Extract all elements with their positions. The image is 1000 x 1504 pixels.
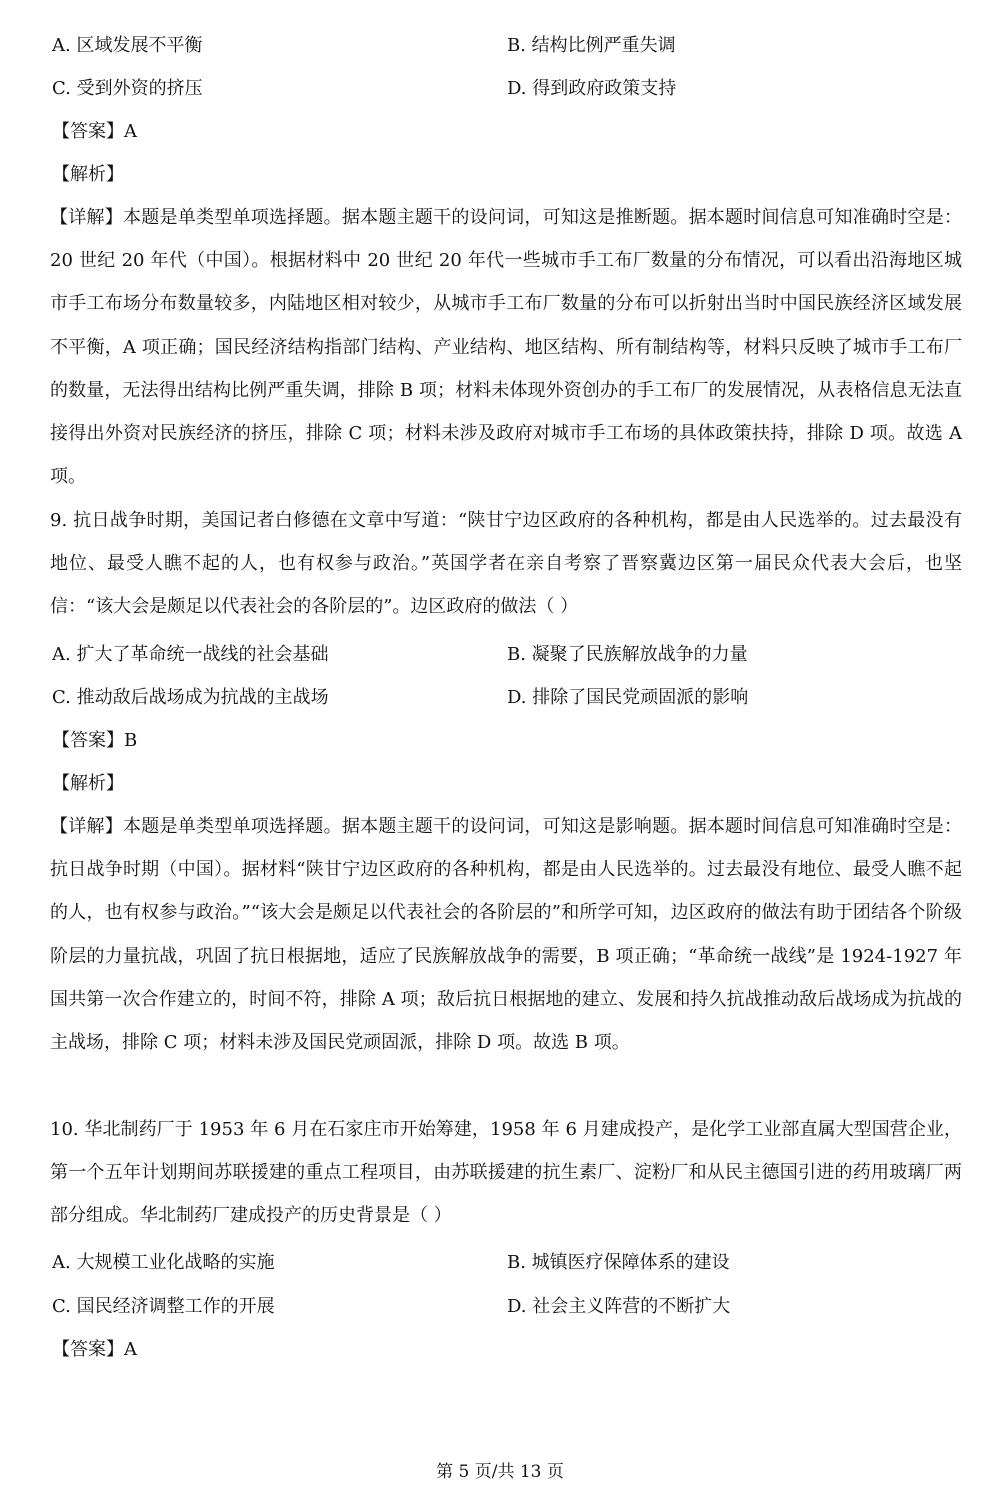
q10-answer: 【答案】A	[52, 1339, 137, 1360]
q10-option-d: D. 社会主义阵营的不断扩大	[507, 1296, 731, 1317]
q8-option-c: C. 受到外资的挤压	[52, 78, 203, 99]
q9-options-row-1	[0, 640, 1000, 670]
q9-stem: 9. 抗日战争时期，美国记者白修德在文章中写道：“陕甘宁边区政府的各种机构，都是由人民选举的。过去最没有地位、最受人瞧不起的人，也有权参与政治。”英国学者在亲自考察了晋察冀边区第一届民众代表大会后，也坚信：“该大会是颇足以代表社会的各阶层的”。边区政府的做法（ ）	[50, 510, 962, 618]
q9-answer: 【答案】B	[52, 730, 138, 751]
q8-answer: 【答案】A	[52, 121, 137, 142]
q9-detail: 【详解】本题是单类型单项选择题。据本题主题干的设问词，可知这是影响题。据本题时间信息可知准确时空是：抗日战争时期（中国）。据材料“陕甘宁边区政府的各种机构，都是由人民选举的。过去最没有地位、最受人瞧不起的人，也有权参与政治。”“该大会是颇足以代表社会的各阶层的”和所学可知，边区政府的做法有助于团结各个阶级阶层的力量抗战，巩固了抗日根据地，适应了民族解放战争的需要，B 项正确；“革命统一战线”是 1924-1927 年国共第一次合作建立的，时间不符，排除 A 项；敌后抗日根据地的建立、发展和持久抗战推动敌后战场成为抗战的主战场，排除 C 项；材料未涉及国民党顽固派，排除 D 项。故选 B 项。	[50, 816, 962, 1054]
q8-option-b: B. 结构比例严重失调	[507, 35, 676, 56]
q8-detail: 【详解】本题是单类型单项选择题。据本题主题干的设问词，可知这是推断题。据本题时间信息可知准确时空是：20 世纪 20 年代（中国）。根据材料中 20 世纪 20 年代一些城市手工布厂数量的分布情况，可以看出沿海地区城市手工布场分布数量较多，内陆地区相对较少，从城市手工布厂数量的分布可以折射出当时中国民族经济区域发展不平衡，A 项正确；国民经济结构指部门结构、产业结构、地区结构、所有制结构等，材料只反映了城市手工布厂的数量，无法得出结构比例严重失调，排除 B 项；材料未体现外资创办的手工布厂的发展情况，从表格信息无法直接得出外资对民族经济的挤压，排除 C 项；材料未涉及政府对城市手工布场的具体政策扶持，排除 D 项。故选 A 项。	[50, 207, 962, 488]
q10-options-row-2	[0, 1292, 1000, 1322]
q9-option-b: B. 凝聚了民族解放战争的力量	[507, 644, 748, 665]
q8-option-d: D. 得到政府政策支持	[507, 78, 677, 99]
q9-option-c: C. 推动敌后战场成为抗战的主战场	[52, 687, 329, 708]
q9-analysis-label: 【解析】	[52, 773, 124, 794]
q9-option-d: D. 排除了国民党顽固派的影响	[507, 687, 749, 708]
q8-options-row-2	[0, 74, 1000, 104]
q10-options-row-1	[0, 1248, 1000, 1278]
q10-option-c: C. 国民经济调整工作的开展	[52, 1296, 275, 1317]
q8-analysis-label: 【解析】	[52, 164, 124, 185]
page-footer: 第 5 页/共 13 页	[436, 1462, 564, 1482]
q10-option-a: A. 大规模工业化战略的实施	[52, 1252, 275, 1273]
q10-option-b: B. 城镇医疗保障体系的建设	[507, 1252, 730, 1273]
q9-options-row-2	[0, 683, 1000, 713]
q9-option-a: A. 扩大了革命统一战线的社会基础	[52, 644, 329, 665]
q10-stem: 10. 华北制药厂于 1953 年 6 月在石家庄市开始筹建，1958 年 6 月建成投产，是化学工业部直属大型国营企业，第一个五年计划期间苏联援建的重点工程项目，由苏联援建的抗生素厂、淀粉厂和从民主德国引进的药用玻璃厂两部分组成。华北制药厂建成投产的历史背景是（ ）	[50, 1119, 962, 1227]
q8-options-row-1	[0, 31, 1000, 61]
q8-option-a: A. 区域发展不平衡	[52, 35, 203, 56]
